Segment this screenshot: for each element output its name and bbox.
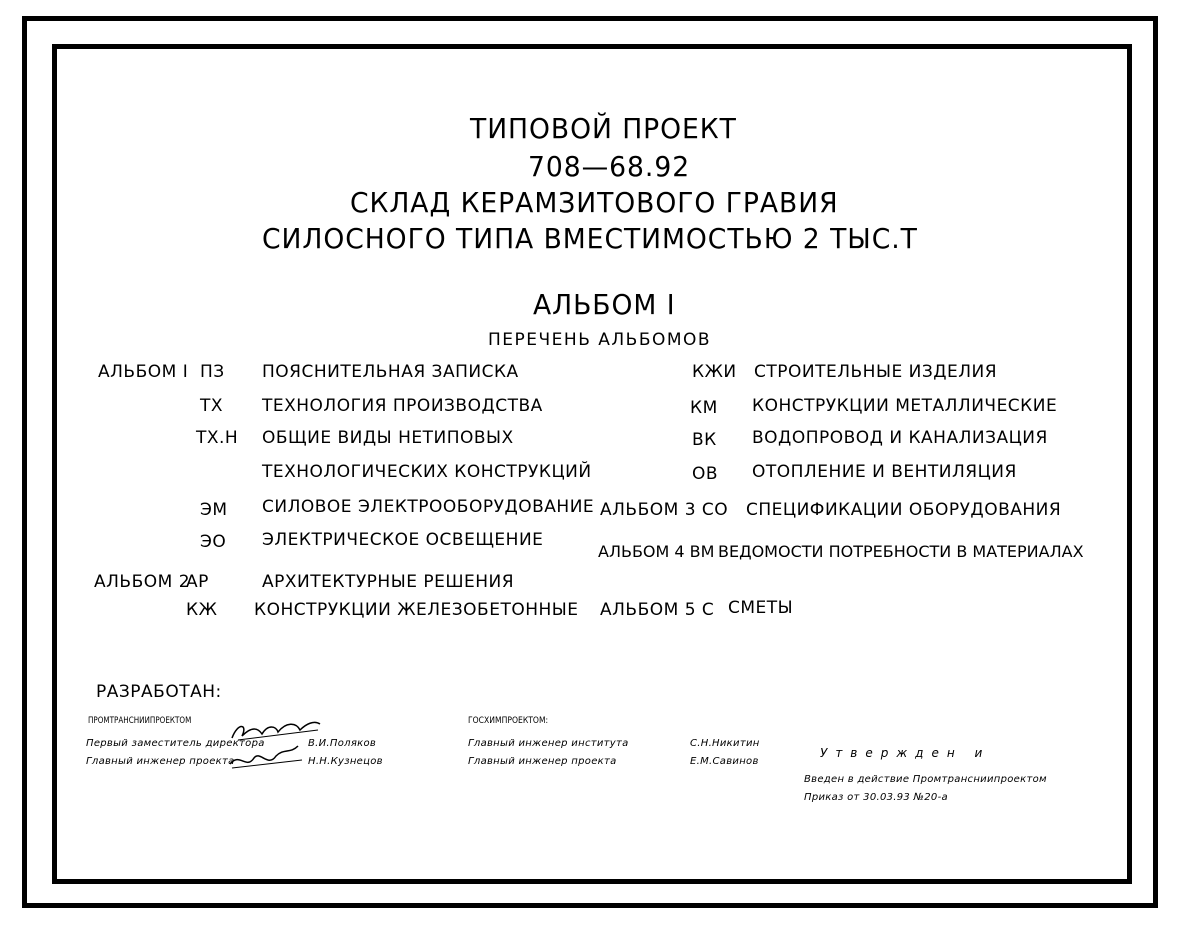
right-name-ov: ОТОПЛЕНИЕ И ВЕНТИЛЯЦИЯ — [752, 462, 1017, 482]
right-code-album5: АЛЬБОМ 5 С — [600, 600, 715, 620]
left-album-1: АЛЬБОМ I — [98, 362, 189, 382]
list-heading: ПЕРЕЧЕНЬ АЛЬБОМОВ — [488, 330, 712, 350]
left-code-ar: АР — [186, 572, 209, 592]
approved-line1: Утвержден и — [820, 746, 991, 760]
title-line-4: СИЛОСНОГО ТИПА ВМЕСТИМОСТЬЮ 2 ТЫС.Т — [262, 222, 918, 255]
left-name-eo: ЭЛЕКТРИЧЕСКОЕ ОСВЕЩЕНИЕ — [262, 530, 544, 550]
left-name-em: СИЛОВОЕ ЭЛЕКТРООБОРУДОВАНИЕ — [262, 497, 595, 517]
org1-name: ПРОМТРАНСНИИПРОЕКТОМ — [88, 716, 192, 726]
right-code-vk: ВК — [692, 430, 717, 450]
left-name-tx: ТЕХНОЛОГИЯ ПРОИЗВОДСТВА — [262, 396, 543, 416]
left-code-em: ЭМ — [200, 500, 228, 520]
right-code-album4: АЛЬБОМ 4 ВМ — [598, 542, 715, 561]
left-name-txn: ОБЩИЕ ВИДЫ НЕТИПОВЫХ — [262, 428, 514, 448]
right-name-album3: СПЕЦИФИКАЦИИ ОБОРУДОВАНИЯ — [746, 500, 1062, 520]
left-name-pz: ПОЯСНИТЕЛЬНАЯ ЗАПИСКА — [262, 362, 519, 382]
title-line-1: ТИПОВОЙ ПРОЕКТ — [470, 112, 737, 145]
approved-line2: Введен в действие Промтрансниипроектом — [804, 774, 1047, 785]
right-code-album3: АЛЬБОМ 3 СО — [600, 500, 729, 520]
org2-person2: Е.М.Савинов — [690, 756, 759, 767]
album-title: АЛЬБОМ I — [533, 288, 676, 321]
right-name-album4: ВЕДОМОСТИ ПОТРЕБНОСТИ В МАТЕРИАЛАХ — [718, 542, 1084, 561]
org2-name: ГОСХИМПРОЕКТОМ: — [468, 716, 549, 726]
left-name-ar: АРХИТЕКТУРНЫЕ РЕШЕНИЯ — [262, 572, 515, 592]
developed-heading: РАЗРАБОТАН: — [96, 682, 222, 702]
left-name-txn-cont: ТЕХНОЛОГИЧЕСКИХ КОНСТРУКЦИЙ — [262, 462, 592, 482]
approved-line3: Приказ от 30.03.93 №20-а — [804, 792, 948, 803]
org2-role2: Главный инженер проекта — [468, 756, 617, 767]
org2-role1: Главный инженер института — [468, 738, 629, 749]
left-code-txn: ТХ.Н — [196, 428, 239, 448]
project-number: 708—68.92 — [528, 150, 691, 183]
left-name-kzh: КОНСТРУКЦИИ ЖЕЛЕЗОБЕТОННЫЕ — [254, 600, 579, 620]
org1-person1: В.И.Поляков — [308, 738, 377, 749]
left-album-2: АЛЬБОМ 2 — [94, 572, 191, 592]
title-line-3: СКЛАД КЕРАМЗИТОВОГО ГРАВИЯ — [350, 186, 839, 219]
right-name-kzhi: СТРОИТЕЛЬНЫЕ ИЗДЕЛИЯ — [754, 362, 998, 382]
right-code-ov: ОВ — [692, 464, 719, 484]
right-name-vk: ВОДОПРОВОД И КАНАЛИЗАЦИЯ — [752, 428, 1048, 448]
org1-role1: Первый заместитель директора — [86, 738, 265, 749]
left-code-kzh: КЖ — [186, 600, 218, 620]
org2-person1: С.Н.Никитин — [690, 738, 760, 749]
left-code-pz: ПЗ — [200, 362, 225, 382]
signature-2 — [228, 742, 308, 776]
right-code-km: КМ — [690, 398, 718, 418]
right-name-album5: СМЕТЫ — [728, 598, 794, 618]
org1-role2: Главный инженер проекта — [86, 756, 235, 767]
left-code-tx: ТХ — [200, 396, 224, 416]
right-code-kzhi: КЖИ — [692, 362, 737, 382]
left-code-eo: ЭО — [200, 532, 227, 552]
right-name-km: КОНСТРУКЦИИ МЕТАЛЛИЧЕСКИЕ — [752, 396, 1058, 416]
org1-person2: Н.Н.Кузнецов — [308, 756, 383, 767]
